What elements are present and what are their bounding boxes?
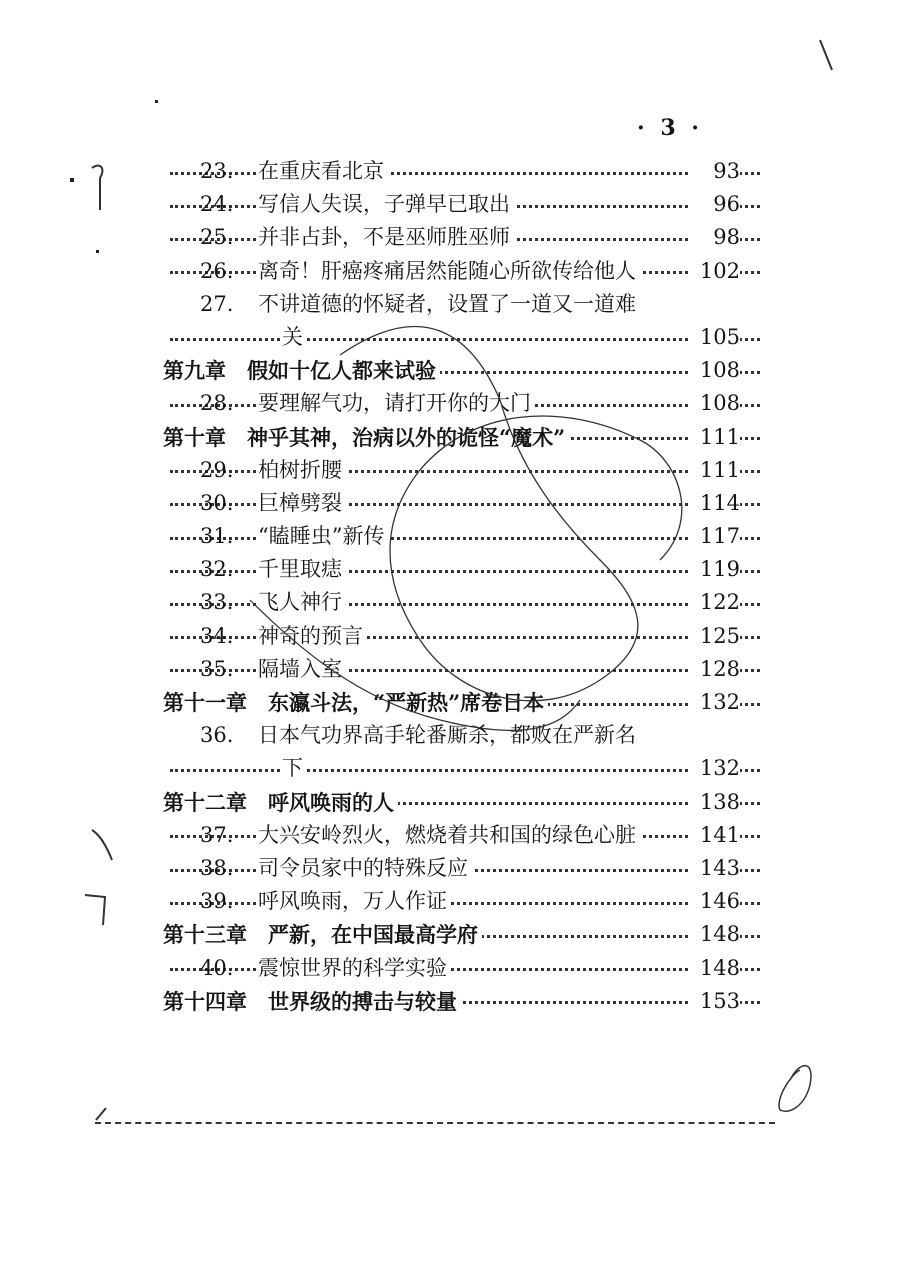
entry-number: 35. (200, 656, 234, 681)
toc-chapter-row (0, 421, 910, 454)
toc-entry-row (0, 520, 910, 553)
table-of-contents (0, 155, 910, 1018)
entry-number: 38. (200, 855, 234, 880)
entry-page: 141 (690, 819, 740, 852)
entry-page: 143 (690, 852, 740, 885)
entry-page: 114 (690, 487, 740, 520)
toc-entry-row (0, 653, 910, 686)
toc-entry-row (0, 288, 910, 321)
toc-entry-row (0, 255, 910, 288)
entry-page: 146 (690, 885, 740, 918)
entry-title: 在重庆看北京 (258, 155, 388, 188)
entry-page: 128 (690, 653, 740, 686)
toc-chapter-row (0, 985, 910, 1018)
entry-title: 第十章 神乎其神，治病以外的诡怪“魔术” (163, 421, 569, 454)
entry-title: 震惊世界的科学实验 (258, 952, 451, 985)
entry-page: 93 (690, 155, 740, 188)
entry-number: 34. (200, 623, 234, 648)
entry-page: 148 (690, 952, 740, 985)
entry-number: 33. (200, 590, 234, 615)
toc-chapter-row (0, 786, 910, 819)
entry-title: 离奇！肝癌疼痛居然能随心所欲传给他人 (258, 255, 640, 288)
entry-page: 108 (690, 354, 740, 387)
toc-entry-row (0, 188, 910, 221)
toc-entry-row (0, 155, 910, 188)
entry-page: 108 (690, 387, 740, 420)
entry-title: 司令员家中的特殊反应 (258, 852, 472, 885)
entry-page: 111 (690, 454, 740, 487)
entry-page: 122 (690, 586, 740, 619)
entry-title: 要理解气功，请打开你的大门 (258, 387, 535, 420)
entry-page: 98 (690, 221, 740, 254)
entry-title: 写信人失误，子弹早已取出 (258, 188, 514, 221)
entry-number: 29. (200, 457, 234, 482)
entry-page: 125 (690, 620, 740, 653)
entry-number: 28. (200, 391, 234, 416)
entry-page: 138 (690, 786, 740, 819)
entry-title: 飞人神行 (258, 586, 346, 619)
entry-title: 柏树折腰 (258, 454, 346, 487)
entry-page: 119 (690, 553, 740, 586)
toc-entry-row (0, 852, 910, 885)
entry-number: 32. (200, 557, 234, 582)
toc-entry-row (0, 885, 910, 918)
entry-number: 24. (200, 192, 234, 217)
toc-entry-row (0, 719, 910, 752)
toc-entry-row (0, 952, 910, 985)
toc-chapter-row (0, 686, 910, 719)
toc-entry-row (0, 387, 910, 420)
entry-page: 153 (690, 985, 740, 1018)
entry-number: 40. (200, 955, 234, 980)
entry-title: “瞌睡虫”新传 (258, 520, 388, 553)
entry-title: 第十三章 严新，在中国最高学府 (163, 918, 482, 951)
toc-entry-row (0, 620, 910, 653)
toc-entry-row (0, 819, 910, 852)
entry-number: 39. (200, 889, 234, 914)
entry-number: 27. (200, 291, 234, 316)
entry-page: 132 (690, 752, 740, 785)
page-bottom-rule (95, 1122, 775, 1124)
entry-title: 下 (282, 752, 307, 785)
entry-number: 30. (200, 490, 234, 515)
entry-title: 关 (282, 321, 307, 354)
entry-page: 111 (690, 421, 740, 454)
leader-dots (170, 338, 760, 341)
entry-title: 第十四章 世界级的搏击与较量 (163, 985, 461, 1018)
toc-chapter-row (0, 354, 910, 387)
entry-number: 26. (200, 258, 234, 283)
entry-title: 并非占卦，不是巫师胜巫师 (258, 221, 514, 254)
entry-title: 神奇的预言 (258, 620, 367, 653)
entry-page: 132 (690, 686, 740, 719)
entry-title: 大兴安岭烈火，燃烧着共和国的绿色心脏 (258, 819, 640, 852)
entry-number: 23. (200, 159, 234, 183)
entry-page: 96 (690, 188, 740, 221)
scan-speck (96, 250, 99, 253)
entry-page: 105 (690, 321, 740, 354)
entry-number: 31. (200, 524, 234, 549)
entry-title: 日本气功界高手轮番厮杀，都败在严新名 (258, 719, 640, 752)
toc-entry-row (0, 553, 910, 586)
entry-title: 不讲道德的怀疑者，设置了一道又一道难 (258, 288, 640, 321)
entry-title: 呼风唤雨，万人作证 (258, 885, 451, 918)
toc-entry-row (0, 221, 910, 254)
entry-number: 37. (200, 822, 234, 847)
entry-title: 隔墙入室 (258, 653, 346, 686)
page-number: · 3 · (637, 115, 703, 141)
scan-speck (70, 178, 74, 182)
toc-entry-row (0, 487, 910, 520)
entry-title: 巨樟劈裂 (258, 487, 346, 520)
leader-dots (170, 769, 760, 772)
entry-page: 117 (690, 520, 740, 553)
entry-title: 第九章 假如十亿人都来试验 (163, 354, 440, 387)
entry-page: 102 (690, 255, 740, 288)
entry-number: 25. (200, 225, 234, 250)
entry-title: 第十二章 呼风唤雨的人 (163, 786, 398, 819)
toc-chapter-row (0, 918, 910, 951)
toc-entry-row (0, 454, 910, 487)
entry-title: 千里取痣 (258, 553, 346, 586)
entry-page: 148 (690, 918, 740, 951)
scan-speck (155, 100, 158, 103)
entry-number: 36. (200, 723, 234, 748)
toc-entry-row (0, 321, 910, 354)
toc-entry-row (0, 586, 910, 619)
toc-entry-row (0, 752, 910, 785)
entry-title: 第十一章 东瀛斗法，“严新热”席卷日本 (163, 686, 548, 719)
